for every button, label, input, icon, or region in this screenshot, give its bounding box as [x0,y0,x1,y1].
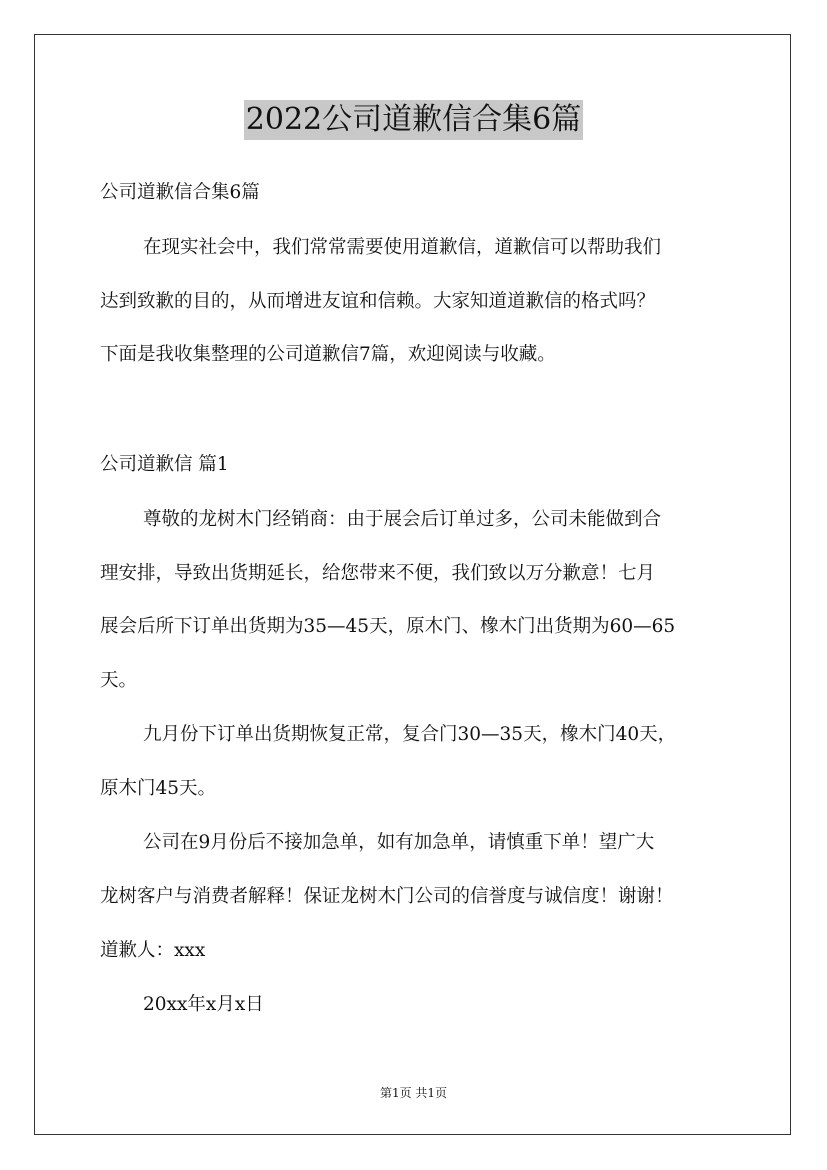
paragraph3-line-2: 龙树客户与消费者解释！保证龙树木门公司的信誉度与诚信度！谢谢！ [100,886,674,907]
date: 20xx年x月x日 [143,994,264,1015]
paragraph1-line-3: 展会后所下订单出货期为35—45天，原木门、橡木门出货期为60—65 [100,616,676,637]
paragraph1-line-4: 天。 [100,670,138,691]
document-title: 2022公司道歉信合集6篇 [244,100,583,140]
intro-line-2: 达到致歉的目的，从而增进友谊和信赖。大家知道道歉信的格式吗？ [100,291,656,312]
intro-line-1: 在现实社会中，我们常常需要使用道歉信，道歉信可以帮助我们 [143,237,662,258]
paragraph1-line-2: 理安排，导致出货期延长，给您带来不便，我们致以万分歉意！七月 [100,563,656,584]
paragraph1-line-1: 尊敬的龙树木门经销商：由于展会后订单过多，公司未能做到合 [143,509,662,530]
document-subtitle: 公司道歉信合集6篇 [100,182,260,203]
intro-line-3: 下面是我收集整理的公司道歉信7篇，欢迎阅读与收藏。 [100,344,556,365]
page-footer: 第1页 共1页 [379,1086,448,1100]
signature: 道歉人：xxx [100,940,206,961]
section-heading: 公司道歉信 篇1 [100,454,229,475]
paragraph3-line-1: 公司在9月份后不接加急单，如有加急单，请慎重下单！望广大 [143,832,655,853]
paragraph2-line-1: 九月份下订单出货期恢复正常，复合门30—35天，橡木门40天， [143,724,677,745]
title-container [0,100,827,140]
paragraph2-line-2: 原木门45天。 [100,778,217,799]
